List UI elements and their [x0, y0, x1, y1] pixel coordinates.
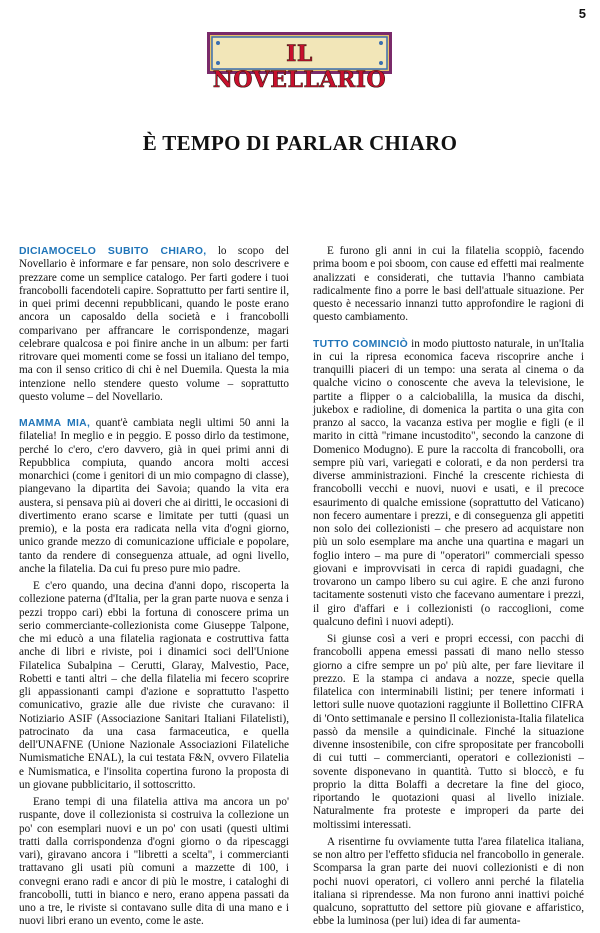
paragraph-text: lo scopo del Novellario è informare e far pensare, non solo descrivere e prezzare come un semplice catalogo. Per farti godere i tuoi francobolli facendoteli capire. Soprattutto per farti sentire il, in quei primi decenni repubblicani, quando le poste erano ancora un caposaldo della società e i francobolli comparivano per affrancare le corrispondenze, magari celebrare qualcosa e poi finire anche in un album: per farti ritrovare quei momenti come se fossi un italiano del tempo, ma con il senso critico di chi è nel Duemila. Questa la mia intenzione nello stendere questo volume – soprattutto questo volume – del Novellario. [19, 245, 289, 403]
paragraph-text: quant'è cambiata negli ultimi 50 anni la filatelia! In meglio e in peggio. E posso dirlo da testimone, perché lo c'ero, c'ero davvero, già in quei primi anni di Repubblica compiuta, quando ancora molti accesi monarchici (come i genitori di un mio compagno di classe), piangevano la dipartita dei Savoia; quando la vita era austera, si pensava più ai doveri che ai diritti, le occasioni di divertimento erano scarse e limitate per tutti (quasi un premio), e la posta era radicata nella vita d'ogni giorno, unico grande mezzo di comunicazione ufficiale e popolare, tanto da rendere di conseguenza attuale, ad ogni livello, anche la filatelia. Da cui fu preso pure mio padre. [19, 417, 289, 575]
paragraph-lead: MAMMA MIA, [19, 418, 91, 429]
novellario-logo [207, 32, 392, 93]
paragraph [19, 417, 289, 576]
paragraph [313, 836, 584, 929]
paragraph-text: Si giunse così a veri e propri eccessi, con pacchi di francobolli appena emessi passati di mano nello stesso giorno a cifre sempre un po' più alte, per fare lievitare il prezzo. E la stampa ci andava a nozze, specie quella filatelica con interminabili listini; per tenere informati i lettori sulle nuove quotazioni raggiunte il Bollettino CIFRA di 'Onto settimanale e persino Il collezionista-Italia filatelica passò da mensile a quindicinale. Finché la situazione divenne insostenibile, con cifre spropositate per francobolli di cui tutti – commercianti, operatori e collezionisti – sovente disponevano in quantità. Tutto si bloccò, e fu proprio la ditta Bolaffi a decretare la fine del gioco, riportando le quotazioni quasi al livello iniziale. Naturalmente fra proteste e improperi da parte dei moltissimi interessati. [313, 633, 584, 831]
paragraph-lead: DICIAMOCELO SUBITO CHIARO, [19, 246, 207, 257]
paragraph-text: A risentirne fu ovviamente tutta l'area filatelica italiana, se non altro per l'effetto sfiducia nel francobollo in generale. Scomparsa la gran parte dei nuovi collezionisti e di non pochi nuovi operatori, ci vollero anni perché la filatelia italiana si riprendesse. Ma non furono anni inattivi poiché qualcuno, soprattutto del settore più giovane e affaristico, ebbe la luminosa (per lui) idea di far aumenta- [313, 835, 584, 928]
logo-text: IL NOVELLARIO [212, 41, 387, 93]
page-number: 5 [578, 6, 586, 21]
paragraph [313, 633, 584, 832]
right-column [313, 245, 584, 933]
paragraph-text: E c'ero quando, una decina d'anni dopo, riscoperta la collezione paterna (d'Italia, per la gran parte nuova e senza i pezzi troppo cari) ebbi la fortuna di conoscere prima un serio commerciante-collezionista come Giuseppe Talpone, che mi educò a una filatelia ragionata e costruttiva fatta anche di libri e riviste, poi i dinamici soci dell'Unione Filatelica Subalpina – Cerutti, Glaray, Malvestio, Pace, Robetti e tanti altri – che della filatelia mi fecero scoprire gli appassionanti campi d'azione e soprattutto l'aspetto comunicativo, grazie alle due riviste che curavano: il Notiziario ASIF (Associazione Sanitari Italiani Filatelisti), patrocinato da una casa farmaceutica, e quella dell'UNAFNE (Unione Nazionale Associazioni Filateliche Numismatiche ENAL), la cui testata F&N, ovvero Filatelia e Numismatica, e l'insolita copertina furono la proposta di un giovane pubblicitario, il sottoscritto. [19, 580, 289, 791]
paragraph [313, 245, 584, 325]
paragraph [19, 245, 289, 404]
paragraph-text: Erano tempi di una filatelia attiva ma ancora un po' ruspante, dove il collezionista si costruiva la collezione un po' con esemplari nuovi e un po' con usati (questi ultimi tratti dalla corrispondenza d'ogni giorno o da ripescaggi vari), giravano ancora i "libretti a scelta", i commercianti trattavano gli usati più comuni a mazzette di 100, i convegni erano radi e ancor di più le mostre, i cataloghi di francobolli, tutti in bianco e nero, erano appena passati da uno a tre, le riviste si contavano sulle dita di una mano e i nuovi libri erano un evento, come le aste. [19, 796, 289, 928]
paragraph-text: E furono gli anni in cui la filatelia scoppiò, facendo prima boom e poi sboom, con cause ed effetti mai realmente analizzati e considerati, che tuttavia l'hanno cambiata radicalmente fino a porre le basi dell'attuale situazione. Per questo è necessario innanzi tutto approfondire le ragioni di questo cambiamento. [313, 245, 584, 324]
paragraph [19, 796, 289, 929]
page-title: È TEMPO DI PARLAR CHIARO [142, 131, 458, 155]
left-column [19, 245, 289, 933]
paragraph-lead: TUTTO COMINCIÒ [313, 338, 408, 350]
paragraph [313, 338, 584, 630]
paragraph-text: in modo piuttosto naturale, in un'Italia in cui la ripresa economica faceva riscoprire anche i tranquilli piaceri di un tempo: una serata al cinema o da qualche vicino o conoscente che aveva la televisione, le partite a flipper o a calciobalilla, la musica da dischi, jukebox e radioline, di domenica la partita o una gita con pranzo al sacco, la vacanza estiva per moglie e figli (e il marito in città "rimane incustodito", secondo la canzone di Domenico Modugno). E pure la raccolta di francobolli, ora sempre più vari, variegati e colorati, e da non perdersi tra diverse amministrazioni. Finché la crescente richiesta di francobolli vecchi e nuovi, nuovi e usati, e il precoce esaurimento di qualche emissione (soprattutto del Vaticano) non fecero aumentare i prezzi, e di conseguenza gli appetiti non solo dei collezionisti – che presero ad acquistare non più un solo esemplare ma anche una quartina e magari un foglio intero – ma pure di "operatori" commerciali spesso giovani e improvvisati in cerca di rapidi guadagni, che trovarono un campo libero su cui agire. E che anzi furono tacitamente sostenuti visto che facevano aumentare i prezzi, il giro d'affari e i collezionisti (o raccoglioni, come qualcuno definì i nuovi adepti). [313, 337, 584, 628]
paragraph [19, 580, 289, 792]
